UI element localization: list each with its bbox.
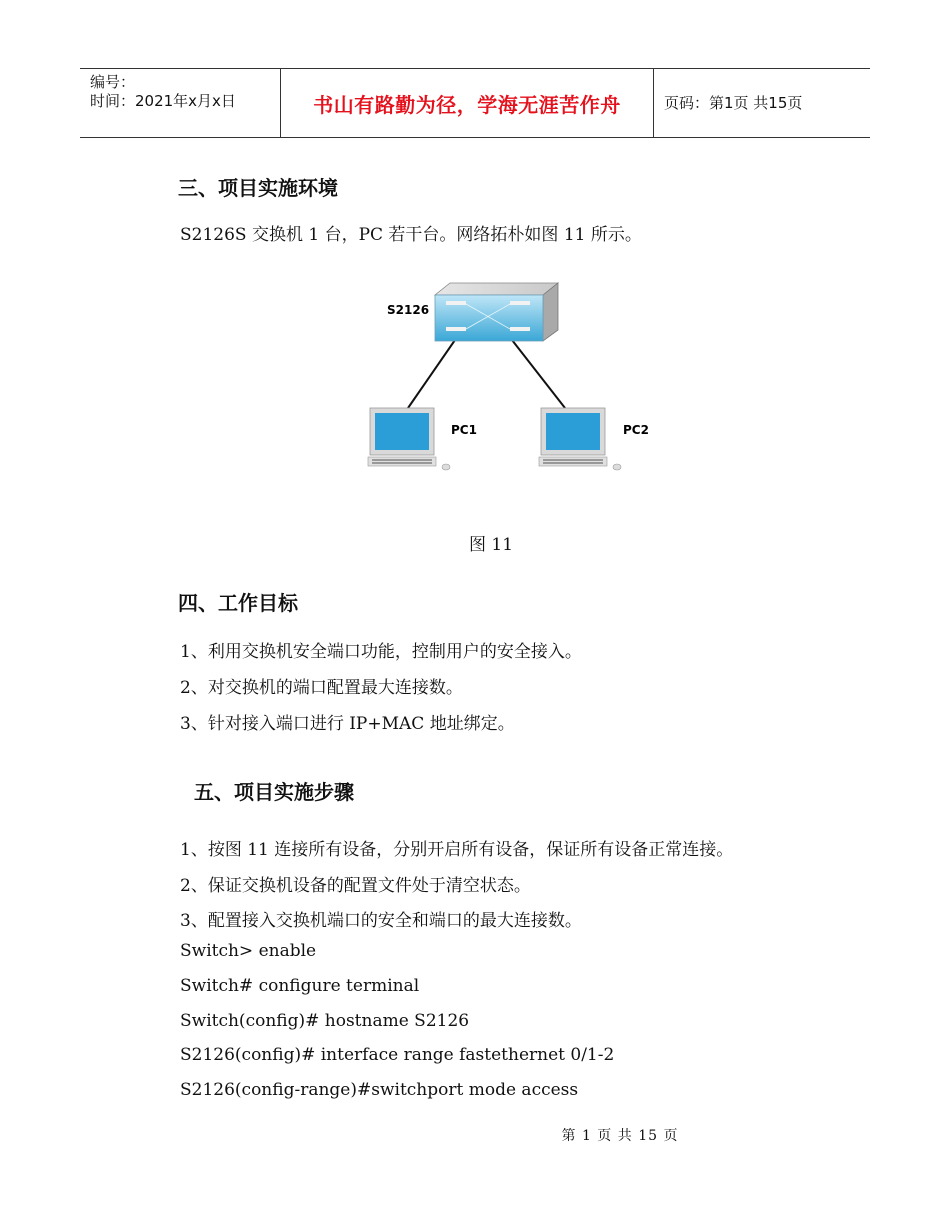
section-3-title: 三、项目实施环境 (178, 176, 338, 200)
section-5-title: 五、项目实施步骤 (194, 780, 354, 804)
topology-svg (350, 275, 670, 485)
command-line-1: Switch> enable (180, 941, 317, 961)
time-label: 时间：2021年x月x日 (90, 92, 236, 110)
pc1-icon (368, 408, 450, 470)
goal-item-3: 3、针对接入端口进行 IP+MAC 地址绑定。 (180, 714, 515, 734)
step-item-3: 3、配置接入交换机端口的安全和端口的最大连接数。 (180, 911, 582, 931)
goal-item-1: 1、利用交换机安全端口功能，控制用户的安全接入。 (180, 642, 582, 662)
pc2-label: PC2 (623, 423, 649, 437)
page-footer: 第 1 页 共 15 页 (561, 1128, 679, 1144)
cable-pc2 (512, 340, 565, 408)
network-topology-diagram (350, 275, 670, 485)
command-line-5: S2126(config-range)#switchport mode access (180, 1080, 579, 1100)
cable-pc1 (408, 340, 455, 408)
number-label: 编号： (90, 73, 136, 91)
command-line-2: Switch# configure terminal (180, 976, 420, 996)
section-3-text: S2126S 交换机 1 台，PC 若干台。网络拓朴如图 11 所示。 (180, 225, 642, 245)
step-item-1: 1、按图 11 连接所有设备，分别开启所有设备，保证所有设备正常连接。 (180, 840, 734, 860)
switch-icon (435, 283, 558, 341)
header-motto: 书山有路勤为径，学海无涯苦作舟 (313, 92, 621, 117)
step-item-2: 2、保证交换机设备的配置文件处于清空状态。 (180, 876, 531, 896)
header-right-cell (654, 69, 870, 137)
command-line-3: Switch(config)# hostname S2126 (180, 1011, 470, 1031)
header-page-info: 页码：第1页 共15页 (664, 93, 803, 112)
header-left-cell (80, 69, 281, 137)
switch-label: S2126 (387, 303, 430, 317)
pc1-label: PC1 (451, 423, 477, 437)
goal-item-2: 2、对交换机的端口配置最大连接数。 (180, 678, 463, 698)
header-middle-cell (281, 69, 654, 137)
section-4-title: 四、工作目标 (178, 591, 298, 615)
page-header (80, 68, 870, 138)
command-line-4: S2126(config)# interface range fastethernet 0/1-2 (180, 1045, 615, 1065)
figure-caption: 图 11 (468, 535, 514, 555)
pc2-icon (539, 408, 621, 470)
